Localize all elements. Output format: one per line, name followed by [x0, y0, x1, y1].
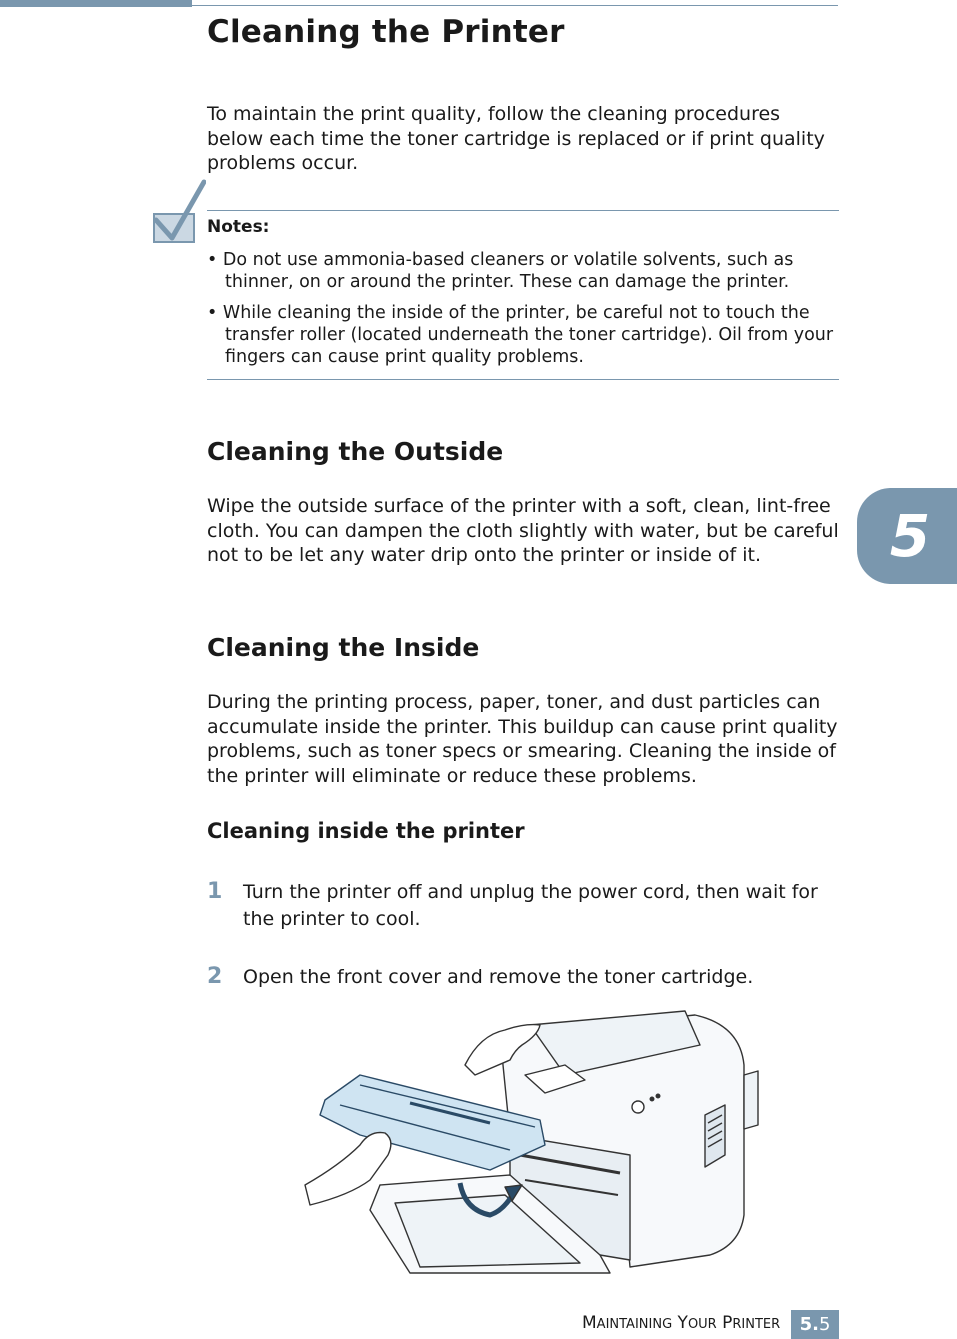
- chapter-number: 5: [889, 502, 931, 570]
- step-number: 2: [207, 964, 223, 989]
- section-heading-inside: Cleaning the Inside: [207, 633, 480, 662]
- notes-top-rule: [207, 210, 839, 211]
- subheading-cleaning-inside: Cleaning inside the printer: [207, 819, 525, 843]
- page-number: 5: [818, 1314, 831, 1335]
- step-text: Open the front cover and remove the toner cartridge.: [243, 966, 754, 988]
- footer-running-title: MAINTAINING YOUR PRINTER: [582, 1313, 781, 1333]
- notes-title: Notes:: [207, 217, 270, 237]
- printer-toner-removal-illustration: [300, 1005, 770, 1277]
- outside-paragraph: Wipe the outside surface of the printer with a soft, clean, lint-free cloth. You can dampen the cloth slightly with water, but be careful not to be let any water drip onto the printer or inside of it.: [207, 495, 839, 566]
- notes-bottom-rule: [207, 379, 839, 380]
- header-rule: [192, 5, 838, 6]
- intro-paragraph: To maintain the print quality, follow the cleaning procedures below each time the toner cartridge is replaced or if print quality problems occur.: [207, 103, 825, 174]
- page-title: Cleaning the Printer: [207, 14, 565, 50]
- step-text: Turn the printer off and unplug the power cord, then wait for the printer to cool.: [243, 881, 818, 930]
- header-accent-bar: [0, 0, 192, 7]
- note-item: • Do not use ammonia-based cleaners or volatile solvents, such as thinner, on or around the printer. These can damage the printer.: [207, 250, 794, 292]
- page-number-badge: [791, 1310, 839, 1339]
- page-chapter: 5.: [799, 1314, 819, 1335]
- section-heading-outside: Cleaning the Outside: [207, 437, 504, 466]
- chapter-tab: [857, 488, 957, 584]
- inside-paragraph: During the printing process, paper, toner, and dust particles can accumulate inside the printer. This buildup can cause print quality problems, such as toner specs or smearing. Cleaning the inside of the printer will eliminate or reduce these problems.: [207, 691, 838, 787]
- step-number: 1: [207, 879, 223, 904]
- checkmark-note-icon: [150, 178, 206, 246]
- note-item: • While cleaning the inside of the printer, be careful not to touch the transfer roller (located underneath the toner cartridge). Oil from your fingers can cause print quality problems.: [207, 303, 834, 367]
